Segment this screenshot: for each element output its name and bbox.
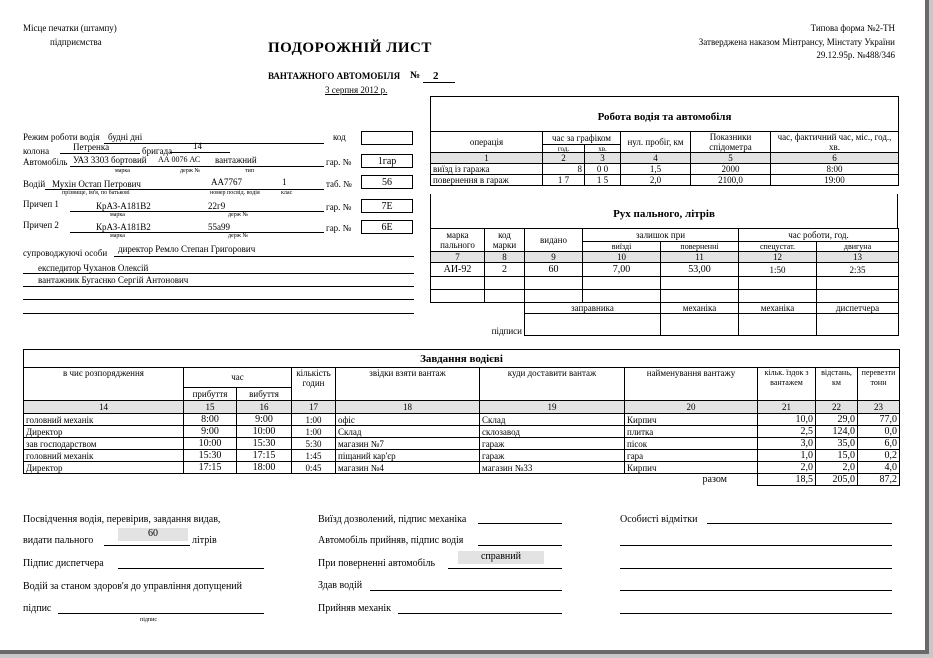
task-num: 21	[758, 401, 816, 414]
task-cargo: пісок	[625, 438, 758, 450]
work-spd: 2100,0	[691, 175, 771, 186]
table-row	[24, 426, 900, 438]
garage-label: гар. №	[326, 157, 352, 167]
task-num: 14	[24, 401, 184, 414]
work-m: 1 5	[585, 175, 621, 186]
fuel-num: 13	[817, 252, 899, 263]
driver-label: Водій	[23, 179, 46, 189]
handed-by-driver: Здав водій	[318, 580, 363, 591]
form-type: Типова форма №2-ТН	[810, 23, 895, 33]
col-trips: кільк. їздок з вантажем	[758, 368, 816, 401]
fuel-num: 10	[583, 252, 661, 263]
col-spec: спецустат.	[739, 242, 817, 252]
task-departure: 15:30	[237, 438, 292, 450]
signatures-label: підписи	[491, 325, 522, 336]
task-from: Склад	[336, 426, 480, 438]
trailer2-sub-plate: держ №	[228, 233, 249, 239]
task-cargo: плитка	[625, 426, 758, 438]
trailer2-sub-brand: марка	[110, 233, 125, 239]
task-hours: 1:00	[292, 414, 336, 426]
issue-fuel-label: видати пального	[23, 535, 94, 546]
totals-row	[24, 474, 900, 486]
col-arrival: прибуття	[184, 387, 237, 400]
task-cargo: гара	[625, 450, 758, 462]
tasks-table-title: Завдання водієві	[24, 350, 900, 368]
return-label: При поверненні автомобіль	[318, 558, 436, 569]
signature-sub: підпис	[140, 617, 158, 623]
task-arrival: 9:00	[184, 426, 237, 438]
task-departure: 9:00	[237, 414, 292, 426]
task-order: головний механік	[24, 414, 184, 426]
task-tons: 0,0	[858, 426, 900, 438]
work-h: 8	[543, 164, 585, 175]
task-order: Директор	[24, 462, 184, 474]
work-op: повернення в гараж	[431, 175, 543, 186]
task-cargo: Кирпич	[625, 414, 758, 426]
task-distance: 124,0	[816, 426, 858, 438]
task-tons: 77,0	[858, 414, 900, 426]
total-tons: 87,2	[858, 474, 900, 486]
total-distance: 205,0	[816, 474, 858, 486]
task-hours: 1:45	[292, 450, 336, 462]
col-tons: перевезти тонн	[858, 368, 900, 401]
task-trips: 2,0	[758, 462, 816, 474]
work-num: 4	[621, 153, 691, 164]
col-speedometer: Показники спідометра	[691, 132, 771, 153]
waybill-date: 3 серпня 2012 р.	[325, 85, 388, 95]
task-order: Директор	[24, 426, 184, 438]
driver-value: Мухін Остап Петрович	[52, 179, 141, 189]
work-h: 1 7	[543, 175, 585, 186]
total-trips: 18,5	[758, 474, 816, 486]
waybill-number: 2	[433, 70, 439, 82]
brigade-value: 14	[193, 141, 202, 151]
page-title: ПОДОРОЖНІЙ ЛИСТ	[268, 40, 432, 56]
col-engine: двигуна	[817, 242, 899, 252]
sig-dispatcher: диспетчера	[817, 303, 899, 314]
task-departure: 17:15	[237, 450, 292, 462]
work-num: 3	[585, 153, 621, 164]
work-m: 0 0	[585, 164, 621, 175]
task-hours: 1:00	[292, 426, 336, 438]
task-departure: 18:00	[237, 462, 292, 474]
stamp-place-label: Місце печатки (штампу)	[23, 23, 117, 33]
task-distance: 29,0	[816, 414, 858, 426]
task-arrival: 15:30	[184, 450, 237, 462]
task-trips: 2,5	[758, 426, 816, 438]
accompany-person-3: вантажник Бугаєнко Сергій Антонович	[38, 275, 189, 285]
work-num: 1	[431, 153, 543, 164]
mode-value: будні дні	[108, 132, 143, 142]
fuel-table-title: Рух пального, літрів	[613, 208, 715, 220]
column-label: колона	[23, 146, 50, 156]
task-tons: 4,0	[858, 462, 900, 474]
garage2-label: гар. №	[326, 202, 352, 212]
dispatcher-signature-label: Підпис диспетчера	[23, 558, 104, 569]
work-num: 5	[691, 153, 771, 164]
task-hours: 5:30	[292, 438, 336, 450]
fuel-issued: 60	[525, 263, 583, 277]
issue-fuel-unit: літрів	[192, 535, 217, 546]
table-row	[431, 175, 899, 186]
health-text: Водій за станом здоров'я до управління допущений	[23, 581, 242, 592]
task-distance: 35,0	[816, 438, 858, 450]
trailer1-plate: 22г9	[208, 201, 226, 211]
task-order: зав господарством	[24, 438, 184, 450]
task-departure: 10:00	[237, 426, 292, 438]
garage3-field[interactable]: 6Е	[361, 220, 413, 234]
col-schedule: час за графіком	[543, 132, 621, 145]
page-subtitle: ВАНТАЖНОГО АВТОМОБІЛЯ	[268, 71, 401, 81]
trailer2-label: Причеп 2	[23, 220, 59, 230]
fuel-brand: АИ-92	[431, 263, 485, 277]
form-order: 29.12.95р. №488/346	[816, 50, 895, 60]
table-row	[24, 450, 900, 462]
work-table-title: Робота водія та автомобіля	[431, 97, 899, 132]
task-hours: 0:45	[292, 462, 336, 474]
number-label: №	[410, 70, 421, 81]
work-op: виїзд із гаража	[431, 164, 543, 175]
col-departure: вибуття	[237, 387, 292, 400]
task-arrival: 10:00	[184, 438, 237, 450]
auto-sub-type: тип	[245, 168, 255, 174]
fuel-num: 7	[431, 252, 485, 263]
tab-label: таб. №	[326, 179, 352, 189]
driver-class: 1	[282, 177, 287, 187]
table-row	[24, 414, 900, 426]
task-trips: 1,0	[758, 450, 816, 462]
task-to: гараж	[480, 438, 625, 450]
table-row	[431, 164, 899, 175]
accompany-label: супроводжуючі особи	[23, 248, 108, 258]
task-from: магазин №4	[336, 462, 480, 474]
tasks-table	[23, 349, 900, 486]
task-num: 20	[625, 401, 758, 414]
trailer1-sub-brand: марка	[110, 212, 125, 218]
col-cargo-name: найменування вантажу	[625, 368, 758, 401]
col-minutes: хв.	[585, 145, 621, 153]
auto-sub-brand: марка	[115, 168, 130, 174]
fuel-ret: 53,00	[661, 263, 739, 277]
fuel-code: 2	[485, 263, 525, 277]
task-arrival: 17:15	[184, 462, 237, 474]
departure-allowed: Виїзд дозволений, підпис механіка	[318, 514, 467, 525]
fuel-table	[430, 228, 899, 336]
fuel-num: 12	[739, 252, 817, 263]
cert-text: Посвідчення водія, перевірив, завдання видав,	[23, 514, 221, 525]
task-num: 23	[858, 401, 900, 414]
task-order: головний механік	[24, 450, 184, 462]
garage3-label: гар. №	[326, 223, 352, 233]
signature-label: підпис	[23, 603, 52, 614]
col-fuel-code: код марки	[485, 229, 525, 252]
auto-value: УАЗ 3303 бортовий	[73, 155, 147, 165]
table-row	[431, 263, 899, 277]
col-fuel-ret: поверненні	[661, 242, 739, 252]
auto-plate: АА 0076 АС	[158, 155, 201, 164]
brigade-label: бригада	[142, 146, 173, 156]
work-odo: 2,0	[621, 175, 691, 186]
driver-sub-name: прізвище, ім'я, по батькові	[62, 190, 130, 196]
task-cargo: Кирпич	[625, 462, 758, 474]
issue-fuel-value[interactable]: 60	[118, 528, 188, 541]
col-fuel-remainder: залишок при	[583, 229, 739, 242]
driver-license: АА7767	[211, 177, 242, 187]
task-tons: 6,0	[858, 438, 900, 450]
trailer1-label: Причеп 1	[23, 199, 59, 209]
task-trips: 3,0	[758, 438, 816, 450]
fuel-num: 9	[525, 252, 583, 263]
col-order: в чиє розпорядження	[24, 368, 184, 401]
task-to: Склад	[480, 414, 625, 426]
personal-marks: Особисті відмітки	[620, 514, 698, 525]
task-from: офіс	[336, 414, 480, 426]
task-from: магазин №7	[336, 438, 480, 450]
vehicle-accepted: Автомобіль прийняв, підпис водія	[318, 535, 464, 546]
task-arrival: 8:00	[184, 414, 237, 426]
task-to: склозавод	[480, 426, 625, 438]
work-odo: 1,5	[621, 164, 691, 175]
work-spd: 2000	[691, 164, 771, 175]
code-label: код	[333, 132, 346, 142]
col-hours-count: кількість годин	[292, 368, 336, 401]
fuel-num: 11	[661, 252, 739, 263]
task-num: 17	[292, 401, 336, 414]
tab-number-field[interactable]: 56	[361, 175, 413, 189]
task-num: 19	[480, 401, 625, 414]
work-num: 2	[543, 153, 585, 164]
sig-refueller: заправника	[525, 303, 661, 314]
work-fact: 8:00	[771, 164, 899, 175]
fuel-num: 8	[485, 252, 525, 263]
work-table	[430, 96, 899, 186]
stamp-place-sub: підприємства	[50, 37, 102, 47]
task-num: 22	[816, 401, 858, 414]
trailer1-sub-plate: держ №	[228, 212, 249, 218]
sig-mechanic-2: механіка	[739, 303, 817, 314]
trailer2-plate: 55а99	[208, 222, 230, 232]
form-approved: Затверджена наказом Мінтрансу, Мінстату України	[698, 37, 895, 47]
task-distance: 15,0	[816, 450, 858, 462]
trailer1-value: КрАЗ-А181В2	[96, 201, 151, 211]
col-work-time: час роботи, год.	[739, 229, 899, 242]
col-fuel-issued: видано	[525, 229, 583, 252]
task-distance: 2,0	[816, 462, 858, 474]
auto-label: Автомобіль	[23, 157, 68, 167]
accompany-person-1: директор Ремло Степан Григорович	[118, 244, 256, 254]
task-trips: 10,0	[758, 414, 816, 426]
total-label: разом	[702, 474, 727, 486]
task-from: піщаний кар'єр	[336, 450, 480, 462]
table-row	[24, 462, 900, 474]
accompany-person-2: експедитор Чуханов Олексій	[38, 263, 149, 273]
driver-sub-class: клас	[281, 190, 293, 196]
task-num: 18	[336, 401, 480, 414]
mode-label: Режим роботи водія	[23, 132, 100, 142]
table-row	[24, 438, 900, 450]
task-num: 15	[184, 401, 237, 414]
column-value: Петренка	[73, 142, 110, 152]
task-num: 16	[237, 401, 292, 414]
col-fuel-brand: марка пального	[431, 229, 485, 252]
garage2-field[interactable]: 7Е	[361, 199, 413, 213]
col-fuel-out: виїзді	[583, 242, 661, 252]
auto-type: вантажний	[215, 155, 257, 165]
garage-number-field[interactable]: 1гар	[361, 154, 413, 168]
fuel-out: 7,00	[583, 263, 661, 277]
work-fact: 19:00	[771, 175, 899, 186]
fuel-engine: 2:35	[817, 263, 899, 277]
return-status[interactable]: справний	[458, 551, 544, 564]
driver-sub-license: номер посвід. водія	[210, 190, 260, 196]
col-operation: операція	[431, 132, 543, 153]
task-tons: 0,2	[858, 450, 900, 462]
trailer2-value: КрАЗ-А181В2	[96, 222, 151, 232]
col-to: куди доставити вантаж	[480, 368, 625, 401]
col-fact-time: час, фактичний час, міс., год., хв.	[771, 132, 899, 153]
received-by-mechanic: Прийняв механік	[318, 603, 392, 614]
code-field[interactable]	[361, 131, 413, 145]
task-to: гараж	[480, 450, 625, 462]
task-to: магазин №33	[480, 462, 625, 474]
sig-mechanic-1: механіка	[661, 303, 739, 314]
col-distance: відстань, км	[816, 368, 858, 401]
col-from: звідки взяти вантаж	[336, 368, 480, 401]
col-time: час	[184, 368, 292, 388]
fuel-spec: 1:50	[739, 263, 817, 277]
work-num: 6	[771, 153, 899, 164]
auto-sub-plate: держ №	[180, 168, 201, 174]
col-hours: год.	[543, 145, 585, 153]
col-odometer: нул. пробіг, км	[621, 132, 691, 153]
